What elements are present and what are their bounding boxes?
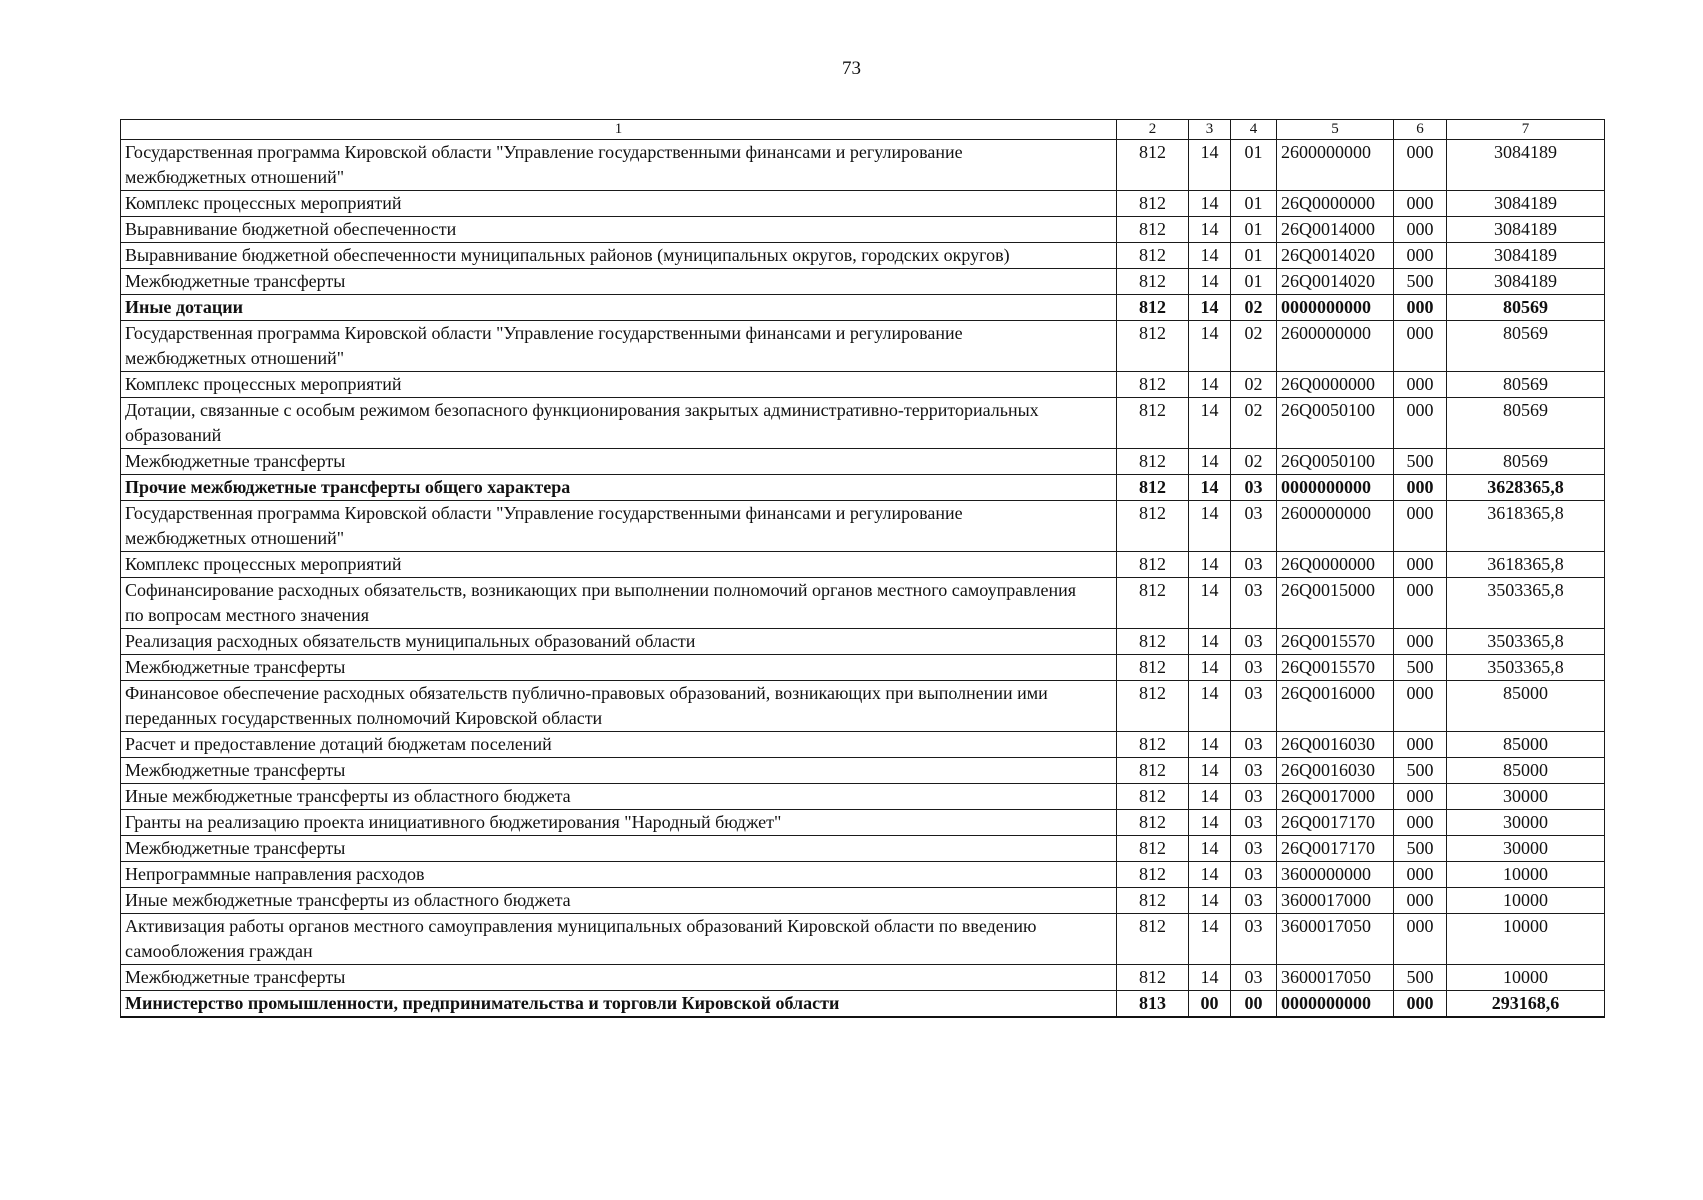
- row-code-cell: 3600000000: [1277, 862, 1394, 888]
- row-amount-cell: 80569: [1447, 321, 1605, 372]
- row-amount-cell: 3503365,8: [1447, 655, 1605, 681]
- row-col6-cell: 000: [1394, 295, 1447, 321]
- table-row: [121, 732, 1605, 758]
- row-name-cell: Гранты на реализацию проекта инициативного бюджетирования "Народный бюджет": [121, 810, 1117, 836]
- row-col4-cell: 02: [1231, 449, 1277, 475]
- row-code-cell: 26Q0050100: [1277, 398, 1394, 449]
- table-row: [121, 372, 1605, 398]
- row-name-cell: Прочие межбюджетные трансферты общего характера: [121, 475, 1117, 501]
- row-name-cell: Межбюджетные трансферты: [121, 269, 1117, 295]
- row-amount-cell: 3084189: [1447, 191, 1605, 217]
- row-col3-cell: 14: [1189, 217, 1231, 243]
- row-col3-cell: 14: [1189, 655, 1231, 681]
- row-col4-cell: 03: [1231, 836, 1277, 862]
- row-col3-cell: 14: [1189, 629, 1231, 655]
- row-code-cell: 26Q0000000: [1277, 372, 1394, 398]
- row-col4-cell: 00: [1231, 991, 1277, 1018]
- row-col6-cell: 500: [1394, 965, 1447, 991]
- row-col4-cell: 03: [1231, 629, 1277, 655]
- table-body: [121, 140, 1605, 1018]
- row-col3-cell: 14: [1189, 321, 1231, 372]
- row-col2-cell: 812: [1117, 552, 1189, 578]
- row-col3-cell: 14: [1189, 191, 1231, 217]
- header-row: [121, 120, 1605, 140]
- row-name-cell: Министерство промышленности, предпринимательства и торговли Кировской области: [121, 991, 1117, 1018]
- row-amount-cell: 80569: [1447, 295, 1605, 321]
- row-col3-cell: 14: [1189, 449, 1231, 475]
- row-code-cell: 26Q0015000: [1277, 578, 1394, 629]
- row-col3-cell: 14: [1189, 758, 1231, 784]
- row-code-cell: 26Q0017000: [1277, 784, 1394, 810]
- row-amount-cell: 30000: [1447, 836, 1605, 862]
- row-col2-cell: 812: [1117, 965, 1189, 991]
- row-col3-cell: 14: [1189, 475, 1231, 501]
- row-code-cell: 2600000000: [1277, 140, 1394, 191]
- row-col3-cell: 14: [1189, 836, 1231, 862]
- row-amount-cell: 3084189: [1447, 140, 1605, 191]
- row-name-cell: Межбюджетные трансферты: [121, 655, 1117, 681]
- row-col4-cell: 03: [1231, 681, 1277, 732]
- row-name-cell: Иные межбюджетные трансферты из областного бюджета: [121, 784, 1117, 810]
- page-number: 73: [842, 58, 861, 79]
- row-col2-cell: 812: [1117, 810, 1189, 836]
- row-col2-cell: 813: [1117, 991, 1189, 1018]
- row-code-cell: 2600000000: [1277, 501, 1394, 552]
- table-row: [121, 501, 1605, 552]
- row-col2-cell: 812: [1117, 578, 1189, 629]
- row-col6-cell: 500: [1394, 269, 1447, 295]
- row-col4-cell: 03: [1231, 965, 1277, 991]
- table-row: [121, 836, 1605, 862]
- row-col6-cell: 000: [1394, 862, 1447, 888]
- row-name-cell: Выравнивание бюджетной обеспеченности муниципальных районов (муниципальных округов, городских округов): [121, 243, 1117, 269]
- table-row: [121, 475, 1605, 501]
- row-col4-cell: 02: [1231, 321, 1277, 372]
- row-col2-cell: 812: [1117, 655, 1189, 681]
- table-row: [121, 295, 1605, 321]
- row-col3-cell: 14: [1189, 269, 1231, 295]
- row-col6-cell: 500: [1394, 836, 1447, 862]
- row-code-cell: 0000000000: [1277, 991, 1394, 1018]
- row-name-cell: Активизация работы органов местного самоуправления муниципальных образований Кировской области по введению самообложения граждан: [121, 914, 1117, 965]
- row-name-cell: Государственная программа Кировской области "Управление государственными финансами и регулирование межбюджетных отношений": [121, 140, 1117, 191]
- row-code-cell: 26Q0016030: [1277, 732, 1394, 758]
- row-col3-cell: 14: [1189, 140, 1231, 191]
- table-row: [121, 321, 1605, 372]
- row-code-cell: 26Q0015570: [1277, 655, 1394, 681]
- row-amount-cell: 30000: [1447, 810, 1605, 836]
- row-col4-cell: 02: [1231, 295, 1277, 321]
- table-row: [121, 552, 1605, 578]
- row-amount-cell: 3084189: [1447, 269, 1605, 295]
- row-code-cell: 26Q0017170: [1277, 836, 1394, 862]
- table-row: [121, 914, 1605, 965]
- row-col4-cell: 03: [1231, 475, 1277, 501]
- row-col6-cell: 000: [1394, 552, 1447, 578]
- row-name-cell: Межбюджетные трансферты: [121, 965, 1117, 991]
- row-amount-cell: 85000: [1447, 681, 1605, 732]
- table-row: [121, 398, 1605, 449]
- row-name-cell: Комплекс процессных мероприятий: [121, 191, 1117, 217]
- row-amount-cell: 3503365,8: [1447, 629, 1605, 655]
- table-row: [121, 991, 1605, 1018]
- row-amount-cell: 80569: [1447, 449, 1605, 475]
- row-name-cell: Государственная программа Кировской области "Управление государственными финансами и регулирование межбюджетных отношений": [121, 321, 1117, 372]
- row-col6-cell: 000: [1394, 914, 1447, 965]
- row-col6-cell: 000: [1394, 140, 1447, 191]
- row-col2-cell: 812: [1117, 862, 1189, 888]
- row-col3-cell: 00: [1189, 991, 1231, 1018]
- row-col3-cell: 14: [1189, 965, 1231, 991]
- row-col2-cell: 812: [1117, 784, 1189, 810]
- column-header-4: 4: [1231, 120, 1277, 140]
- row-code-cell: 26Q0016030: [1277, 758, 1394, 784]
- row-name-cell: Межбюджетные трансферты: [121, 449, 1117, 475]
- row-col4-cell: 01: [1231, 140, 1277, 191]
- row-name-cell: Расчет и предоставление дотаций бюджетам поселений: [121, 732, 1117, 758]
- row-name-cell: Государственная программа Кировской области "Управление государственными финансами и регулирование межбюджетных отношений": [121, 501, 1117, 552]
- row-name-cell: Комплекс процессных мероприятий: [121, 372, 1117, 398]
- table-row: [121, 191, 1605, 217]
- row-code-cell: 26Q0050100: [1277, 449, 1394, 475]
- row-name-cell: Софинансирование расходных обязательств, возникающих при выполнении полномочий органов местного самоуправления по вопросам местного значения: [121, 578, 1117, 629]
- row-col6-cell: 000: [1394, 243, 1447, 269]
- row-col3-cell: 14: [1189, 732, 1231, 758]
- row-col3-cell: 14: [1189, 888, 1231, 914]
- row-amount-cell: 3084189: [1447, 243, 1605, 269]
- row-col2-cell: 812: [1117, 836, 1189, 862]
- row-col2-cell: 812: [1117, 269, 1189, 295]
- row-col4-cell: 02: [1231, 372, 1277, 398]
- row-col6-cell: 000: [1394, 398, 1447, 449]
- column-header-1: 1: [121, 120, 1117, 140]
- row-name-cell: Межбюджетные трансферты: [121, 836, 1117, 862]
- table-row: [121, 655, 1605, 681]
- row-col6-cell: 000: [1394, 784, 1447, 810]
- row-code-cell: 3600017050: [1277, 914, 1394, 965]
- table-row: [121, 217, 1605, 243]
- row-col6-cell: 000: [1394, 475, 1447, 501]
- row-col4-cell: 02: [1231, 398, 1277, 449]
- row-col2-cell: 812: [1117, 475, 1189, 501]
- row-amount-cell: 30000: [1447, 784, 1605, 810]
- row-col3-cell: 14: [1189, 552, 1231, 578]
- table-row: [121, 888, 1605, 914]
- row-amount-cell: 293168,6: [1447, 991, 1605, 1018]
- row-code-cell: 2600000000: [1277, 321, 1394, 372]
- row-col2-cell: 812: [1117, 398, 1189, 449]
- row-name-cell: Реализация расходных обязательств муниципальных образований области: [121, 629, 1117, 655]
- row-col3-cell: 14: [1189, 784, 1231, 810]
- table-row: [121, 140, 1605, 191]
- row-col6-cell: 000: [1394, 191, 1447, 217]
- row-col4-cell: 01: [1231, 269, 1277, 295]
- row-amount-cell: 3084189: [1447, 217, 1605, 243]
- row-name-cell: Комплекс процессных мероприятий: [121, 552, 1117, 578]
- row-code-cell: 26Q0015570: [1277, 629, 1394, 655]
- row-code-cell: 3600017000: [1277, 888, 1394, 914]
- table-row: [121, 810, 1605, 836]
- table-row: [121, 784, 1605, 810]
- row-col6-cell: 000: [1394, 991, 1447, 1018]
- row-col6-cell: 000: [1394, 578, 1447, 629]
- row-col2-cell: 812: [1117, 888, 1189, 914]
- row-col3-cell: 14: [1189, 862, 1231, 888]
- row-code-cell: 26Q0014020: [1277, 243, 1394, 269]
- row-amount-cell: 3618365,8: [1447, 501, 1605, 552]
- row-col4-cell: 01: [1231, 243, 1277, 269]
- table-row: [121, 269, 1605, 295]
- row-amount-cell: 3503365,8: [1447, 578, 1605, 629]
- column-header-3: 3: [1189, 120, 1231, 140]
- row-col3-cell: 14: [1189, 578, 1231, 629]
- row-col2-cell: 812: [1117, 295, 1189, 321]
- row-col4-cell: 03: [1231, 501, 1277, 552]
- row-col4-cell: 01: [1231, 217, 1277, 243]
- row-code-cell: 3600017050: [1277, 965, 1394, 991]
- row-amount-cell: 80569: [1447, 398, 1605, 449]
- row-col2-cell: 812: [1117, 758, 1189, 784]
- row-col6-cell: 500: [1394, 449, 1447, 475]
- row-amount-cell: 85000: [1447, 732, 1605, 758]
- budget-table: [120, 119, 1605, 1018]
- row-col4-cell: 03: [1231, 862, 1277, 888]
- row-col6-cell: 000: [1394, 681, 1447, 732]
- table-row: [121, 681, 1605, 732]
- row-amount-cell: 10000: [1447, 862, 1605, 888]
- row-col2-cell: 812: [1117, 140, 1189, 191]
- row-col3-cell: 14: [1189, 372, 1231, 398]
- row-amount-cell: 3628365,8: [1447, 475, 1605, 501]
- row-col3-cell: 14: [1189, 681, 1231, 732]
- table-row: [121, 243, 1605, 269]
- row-col4-cell: 03: [1231, 914, 1277, 965]
- row-col4-cell: 03: [1231, 810, 1277, 836]
- row-col6-cell: 000: [1394, 501, 1447, 552]
- row-col3-cell: 14: [1189, 810, 1231, 836]
- row-col2-cell: 812: [1117, 914, 1189, 965]
- row-col4-cell: 03: [1231, 732, 1277, 758]
- row-name-cell: Выравнивание бюджетной обеспеченности: [121, 217, 1117, 243]
- row-col2-cell: 812: [1117, 681, 1189, 732]
- row-col2-cell: 812: [1117, 449, 1189, 475]
- row-col3-cell: 14: [1189, 243, 1231, 269]
- table-row: [121, 965, 1605, 991]
- row-col2-cell: 812: [1117, 629, 1189, 655]
- row-col6-cell: 000: [1394, 732, 1447, 758]
- column-header-6: 6: [1394, 120, 1447, 140]
- row-col6-cell: 000: [1394, 372, 1447, 398]
- column-header-5: 5: [1277, 120, 1394, 140]
- row-col2-cell: 812: [1117, 732, 1189, 758]
- row-amount-cell: 10000: [1447, 965, 1605, 991]
- row-name-cell: Непрограммные направления расходов: [121, 862, 1117, 888]
- row-name-cell: Иные дотации: [121, 295, 1117, 321]
- row-name-cell: Иные межбюджетные трансферты из областного бюджета: [121, 888, 1117, 914]
- row-col4-cell: 01: [1231, 191, 1277, 217]
- table-row: [121, 578, 1605, 629]
- row-col2-cell: 812: [1117, 501, 1189, 552]
- row-name-cell: Межбюджетные трансферты: [121, 758, 1117, 784]
- row-col3-cell: 14: [1189, 295, 1231, 321]
- table-row: [121, 862, 1605, 888]
- column-header-2: 2: [1117, 120, 1189, 140]
- row-code-cell: 0000000000: [1277, 295, 1394, 321]
- row-amount-cell: 85000: [1447, 758, 1605, 784]
- row-col3-cell: 14: [1189, 914, 1231, 965]
- column-header-7: 7: [1447, 120, 1605, 140]
- row-col3-cell: 14: [1189, 501, 1231, 552]
- row-col4-cell: 03: [1231, 655, 1277, 681]
- row-col3-cell: 14: [1189, 398, 1231, 449]
- row-col2-cell: 812: [1117, 191, 1189, 217]
- row-code-cell: 26Q0014020: [1277, 269, 1394, 295]
- row-name-cell: Финансовое обеспечение расходных обязательств публично-правовых образований, возникающих при выполнении ими переданных государственных полномочий Кировской области: [121, 681, 1117, 732]
- row-col6-cell: 500: [1394, 758, 1447, 784]
- row-col4-cell: 03: [1231, 578, 1277, 629]
- row-code-cell: 26Q0000000: [1277, 552, 1394, 578]
- row-col2-cell: 812: [1117, 217, 1189, 243]
- row-col6-cell: 000: [1394, 629, 1447, 655]
- table-row: [121, 449, 1605, 475]
- row-code-cell: 0000000000: [1277, 475, 1394, 501]
- row-code-cell: 26Q0014000: [1277, 217, 1394, 243]
- row-col6-cell: 000: [1394, 888, 1447, 914]
- row-amount-cell: 10000: [1447, 888, 1605, 914]
- row-name-cell: Дотации, связанные с особым режимом безопасного функционирования закрытых административно-территориальных образований: [121, 398, 1117, 449]
- row-amount-cell: 3618365,8: [1447, 552, 1605, 578]
- row-col6-cell: 000: [1394, 810, 1447, 836]
- row-col2-cell: 812: [1117, 321, 1189, 372]
- row-code-cell: 26Q0000000: [1277, 191, 1394, 217]
- row-code-cell: 26Q0017170: [1277, 810, 1394, 836]
- row-col6-cell: 000: [1394, 321, 1447, 372]
- table-row: [121, 629, 1605, 655]
- row-col4-cell: 03: [1231, 784, 1277, 810]
- row-col2-cell: 812: [1117, 372, 1189, 398]
- row-col4-cell: 03: [1231, 888, 1277, 914]
- table-row: [121, 758, 1605, 784]
- row-col2-cell: 812: [1117, 243, 1189, 269]
- row-col4-cell: 03: [1231, 552, 1277, 578]
- row-amount-cell: 80569: [1447, 372, 1605, 398]
- row-code-cell: 26Q0016000: [1277, 681, 1394, 732]
- row-amount-cell: 10000: [1447, 914, 1605, 965]
- row-col6-cell: 500: [1394, 655, 1447, 681]
- row-col6-cell: 000: [1394, 217, 1447, 243]
- row-col4-cell: 03: [1231, 758, 1277, 784]
